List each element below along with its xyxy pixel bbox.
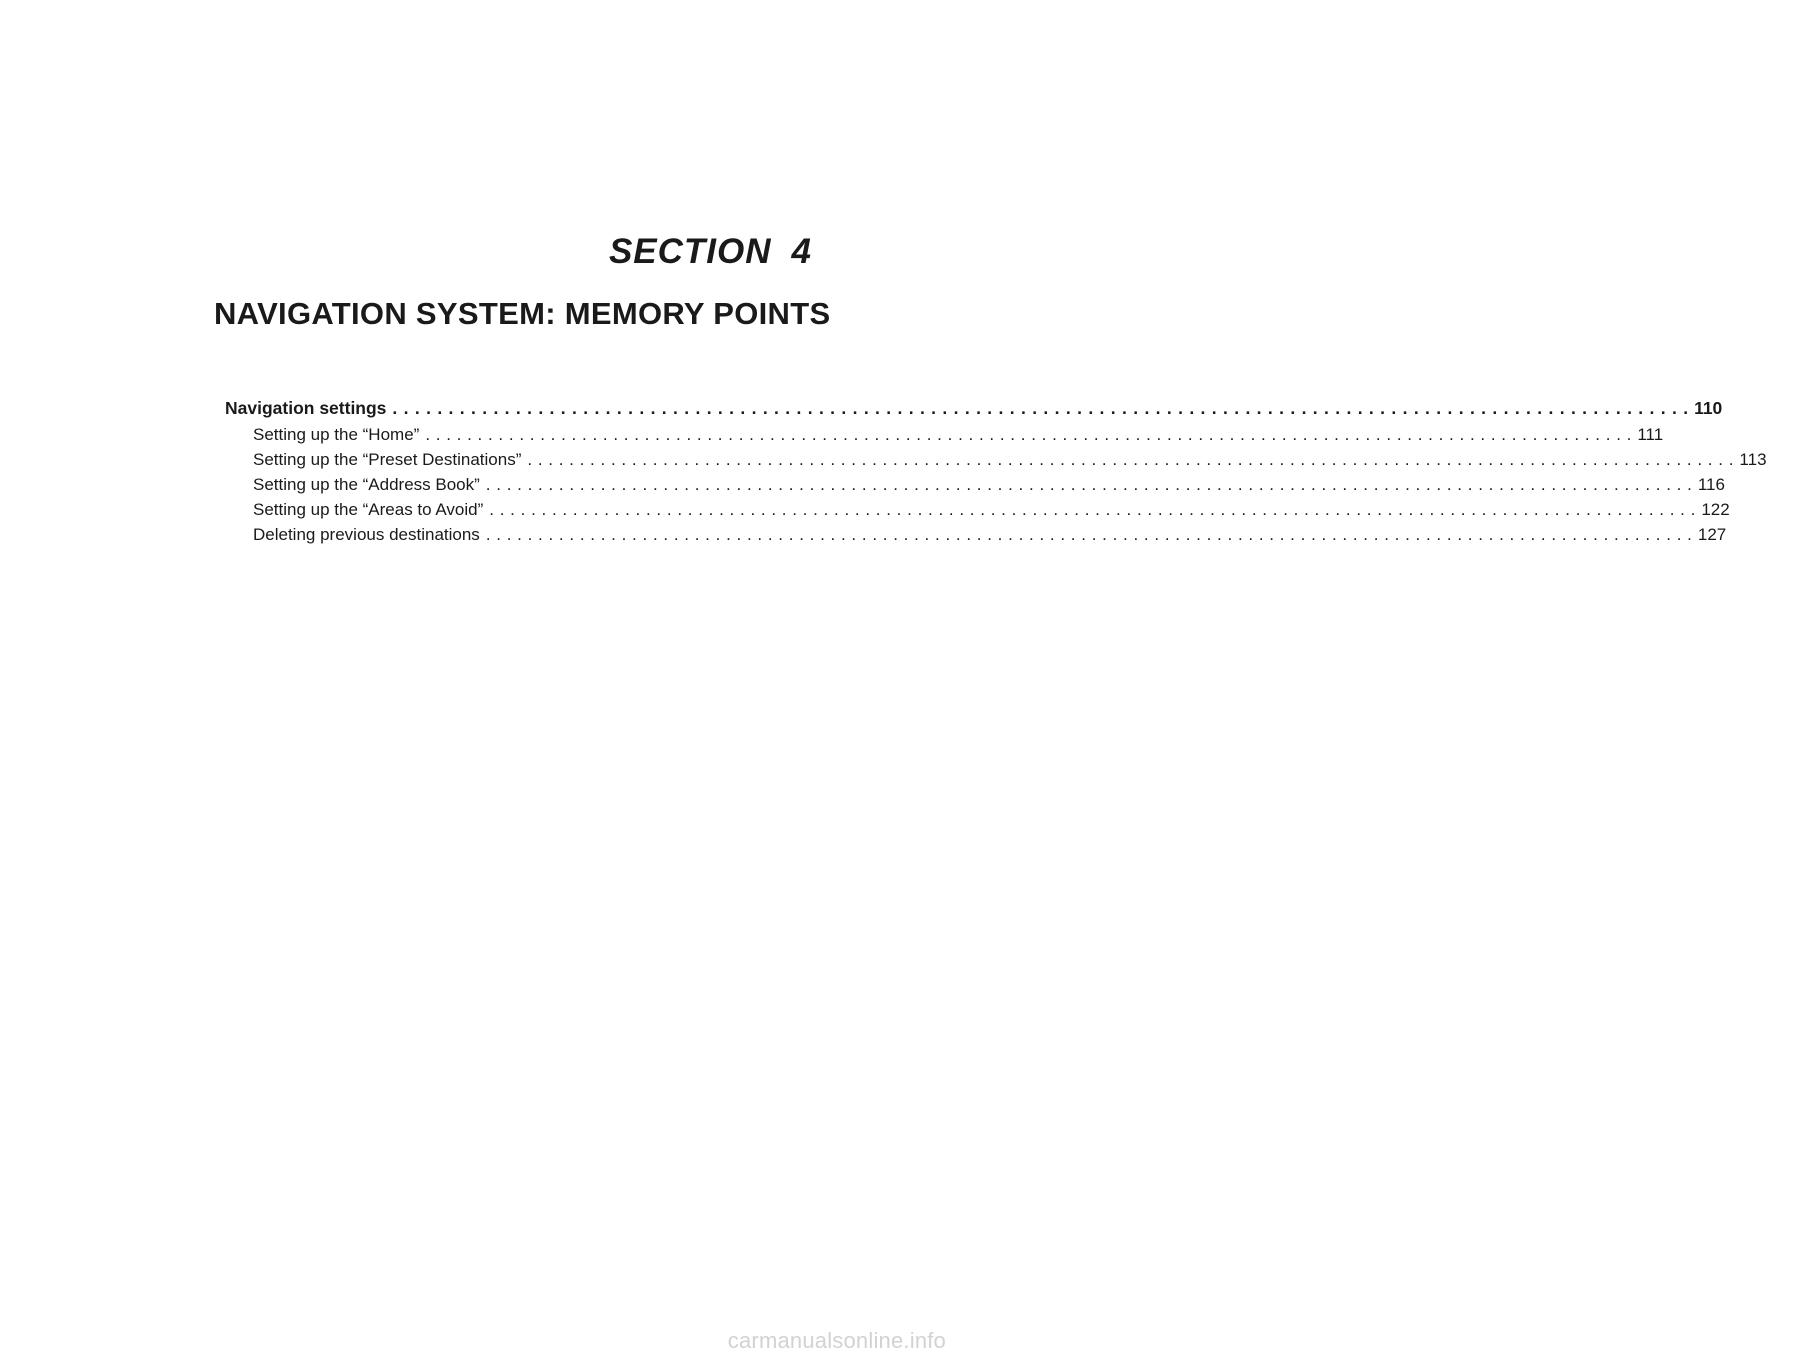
toc-entry-page: 111	[1637, 425, 1664, 444]
toc-main-label: Navigation settings	[225, 398, 387, 418]
toc-entry-areas-to-avoid[interactable]	[214, 497, 1730, 522]
toc-entry-label: Setting up the “Preset Destinations”	[253, 450, 522, 469]
toc-entry-label: Deleting previous destinations	[253, 525, 480, 544]
toc-entry-home[interactable]	[214, 422, 1664, 447]
toc-main-entry[interactable]	[214, 394, 1723, 422]
toc-entry-address-book[interactable]	[214, 472, 1725, 497]
toc-entry-page: 122	[1701, 500, 1730, 519]
watermark: carmanualsonline.info	[727, 1328, 946, 1353]
section-word: SECTION	[608, 232, 772, 271]
toc-entry-deleting-previous-destinations[interactable]	[214, 522, 1727, 547]
dot-leader	[425, 422, 1631, 447]
dot-leader	[486, 522, 1692, 547]
toc-entry-preset-destinations[interactable]	[214, 447, 1767, 472]
toc-entry-page: 113	[1739, 450, 1767, 469]
table-of-contents	[214, 394, 1767, 547]
toc-entry-page: 127	[1697, 525, 1727, 544]
section-number: 4	[791, 232, 812, 271]
toc-entry-label: Setting up the “Address Book”	[253, 475, 480, 494]
dot-leader	[489, 497, 1695, 522]
toc-entry-page: 116	[1697, 475, 1725, 494]
toc-main-page: 110	[1694, 398, 1723, 418]
toc-entry-label: Setting up the “Home”	[253, 425, 420, 444]
chapter-title: NAVIGATION SYSTEM: MEMORY POINTS	[214, 296, 831, 331]
dot-leader	[486, 472, 1692, 497]
toc-entry-label: Setting up the “Areas to Avoid”	[253, 500, 484, 519]
dot-leader	[527, 447, 1733, 472]
dot-leader	[392, 394, 1688, 422]
section-heading	[0, 232, 812, 272]
